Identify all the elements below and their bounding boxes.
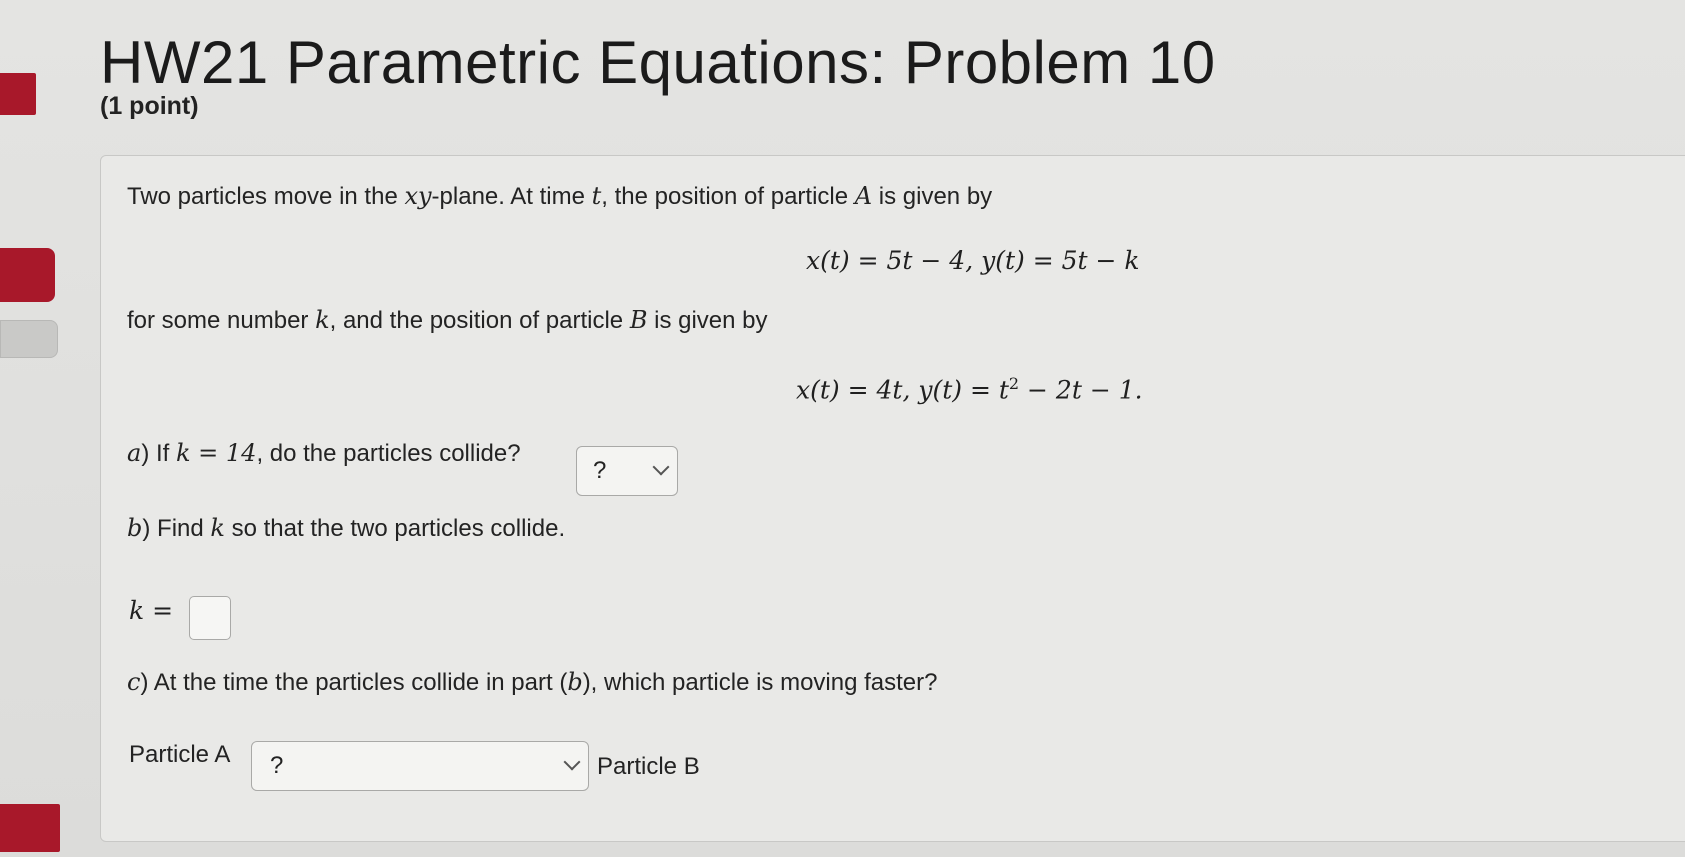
part-c-question (127, 668, 937, 697)
intro-A-math: A (854, 182, 873, 210)
part-b-close: ) Find (142, 515, 211, 542)
part-b-answer-label: k = (129, 596, 174, 625)
part-c-select-value: ? (270, 752, 284, 779)
part-a-close: ) If (141, 440, 176, 467)
part-c-letter: c (127, 668, 141, 696)
left-sidebar (0, 0, 70, 857)
part-a-select[interactable] (576, 446, 678, 496)
part-a-select-value: ? (593, 457, 607, 484)
part-c-select[interactable] (251, 741, 589, 791)
part-b-answer-input[interactable] (189, 596, 231, 640)
part-c-question-text: ), which particle is moving faster? (582, 669, 938, 696)
problem-box (100, 155, 1685, 842)
mid-part-1: for some number (127, 307, 316, 334)
particle-b-intro-text (127, 306, 768, 335)
sidebar-tab-red-2[interactable] (0, 248, 55, 302)
part-a-question (127, 439, 521, 468)
intro-part-1: Two particles move in the (127, 183, 405, 210)
part-a-question-text: , do the particles collide? (256, 440, 521, 467)
points-label: (1 point) (100, 92, 199, 120)
sidebar-tab-gray[interactable] (0, 320, 58, 358)
part-a-letter: a (127, 439, 142, 467)
intro-xy-math: xy (404, 182, 432, 210)
part-c-close: ) At the time the particles collide in part ( (140, 669, 568, 696)
eq-b-exponent: 2 (1008, 374, 1020, 393)
intro-part-4: is given by (872, 183, 993, 210)
particle-a-label: Particle A (129, 741, 231, 768)
chevron-down-icon (653, 459, 670, 476)
equation-particle-b (796, 374, 1143, 404)
intro-part-2: -plane. At time (431, 183, 592, 210)
part-b-question-text: so that the two particles collide. (224, 515, 566, 542)
chevron-down-icon (564, 754, 581, 771)
sidebar-tab-red-1[interactable] (0, 73, 36, 115)
intro-t-math: t (591, 182, 602, 210)
intro-text (127, 182, 992, 211)
mid-part-3: is given by (647, 307, 768, 334)
part-a-condition: k = 14 (175, 439, 257, 467)
equation-particle-a: x(t) = 5t − 4, y(t) = 5t − k (806, 246, 1140, 275)
mid-k-math: k (315, 306, 330, 334)
page-title: HW21 Parametric Equations: Problem 10 (100, 29, 1216, 96)
part-b-k-math: k (210, 514, 225, 542)
eq-b-part-2: − 2t − 1. (1019, 375, 1143, 405)
particle-b-label: Particle B (597, 753, 700, 780)
eq-b-part-1: x(t) = 4t, y(t) = t (796, 375, 1009, 405)
mid-part-2: , and the position of particle (329, 307, 630, 334)
intro-part-3: , the position of particle (601, 183, 855, 210)
part-b-question (127, 514, 565, 543)
sidebar-tab-red-3[interactable] (0, 804, 60, 852)
mid-B-math: B (629, 306, 648, 334)
part-c-ref-math: b (567, 668, 583, 696)
part-b-letter: b (127, 514, 143, 542)
